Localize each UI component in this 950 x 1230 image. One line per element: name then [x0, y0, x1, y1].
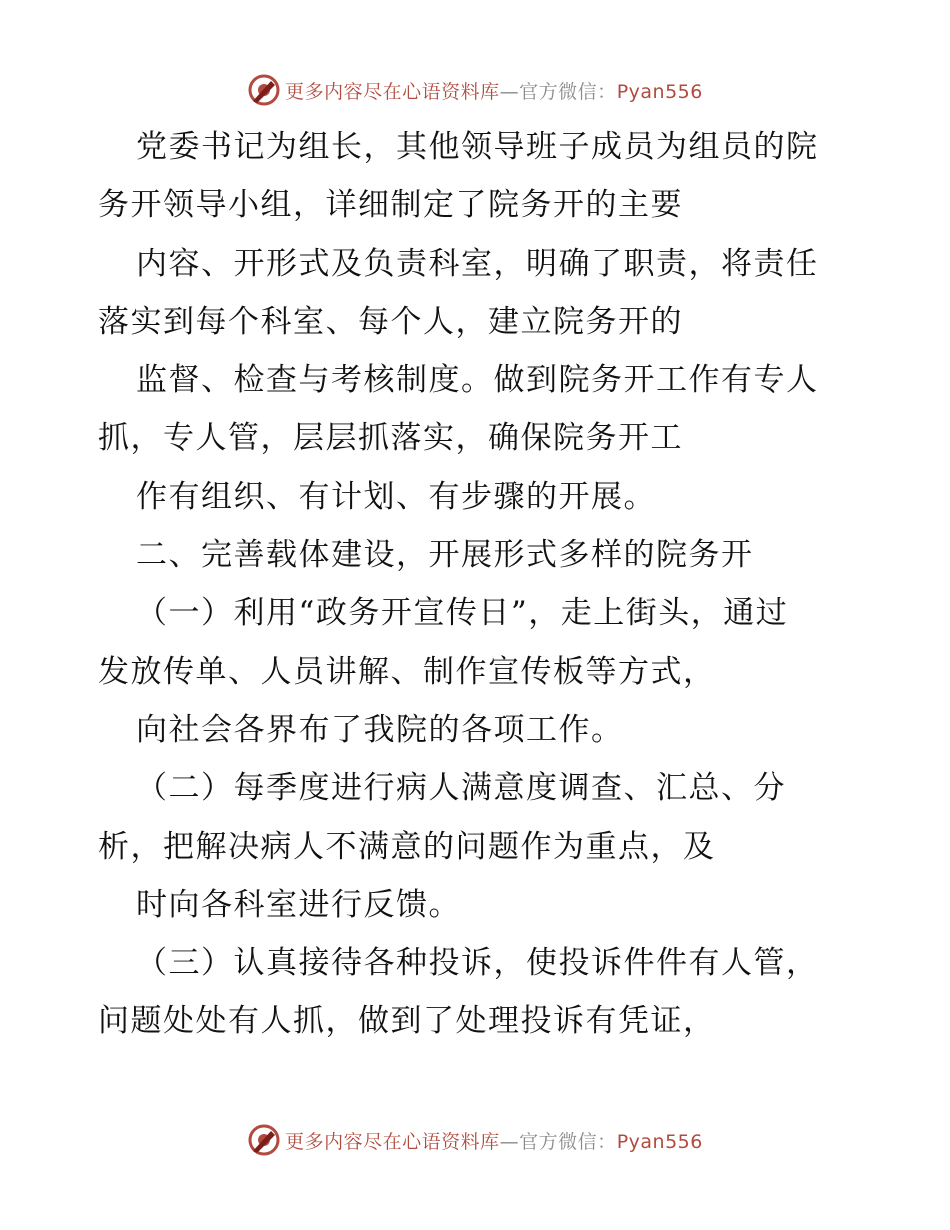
watermark-wechat-id: Pyan556	[616, 1130, 703, 1153]
text-line: 时向各科室进行反馈。	[136, 886, 461, 923]
watermark-wechat-label: 官方微信：	[519, 1130, 617, 1153]
text-line: （二）每季度进行病人满意度调查、汇总、分	[136, 770, 786, 807]
text-line: 内容、开形式及负责科室，明确了职责，将责任	[136, 245, 819, 282]
watermark-site: 更多内容尽在心语资料库	[285, 80, 500, 103]
watermark-wechat-label: 官方微信：	[519, 80, 617, 103]
watermark-dash: —	[499, 80, 520, 103]
pen-logo-icon	[247, 73, 281, 107]
watermark-text	[285, 77, 703, 104]
text-line: 作有组织、有计划、有步骤的开展。	[136, 478, 656, 515]
text-line: 务开领导小组，详细制定了院务开的主要	[98, 187, 683, 224]
text-line: 监督、检查与考核制度。做到院务开工作有专人	[136, 362, 819, 399]
pen-logo-icon	[247, 1123, 281, 1157]
document-body	[98, 118, 858, 1051]
watermark-site: 更多内容尽在心语资料库	[285, 1130, 500, 1153]
watermark-header	[0, 70, 950, 110]
text-line: 抓，专人管，层层抓落实，确保院务开工	[98, 420, 683, 457]
text-line: 落实到每个科室、每个人，建立院务开的	[98, 303, 683, 340]
watermark-footer	[0, 1120, 950, 1160]
text-line: （三）认真接待各种投诉，使投诉件件有人管，	[136, 945, 819, 982]
text-line: 析，把解决病人不满意的问题作为重点，及	[98, 828, 716, 865]
text-line: 问题处处有人抓，做到了处理投诉有凭证，	[98, 1003, 716, 1040]
text-line: 发放传单、人员讲解、制作宣传板等方式，	[98, 653, 716, 690]
text-line: （一）利用“政务开宣传日”，走上街头，通过	[136, 595, 789, 632]
watermark-wechat-id: Pyan556	[616, 80, 703, 103]
text-line: 党委书记为组长，其他领导班子成员为组员的院	[136, 129, 819, 165]
watermark-dash: —	[499, 1130, 520, 1153]
text-line: 二、完善载体建设，开展形式多样的院务开	[136, 537, 754, 574]
text-line: 向社会各界布了我院的各项工作。	[136, 711, 624, 748]
watermark-text	[285, 1127, 703, 1154]
